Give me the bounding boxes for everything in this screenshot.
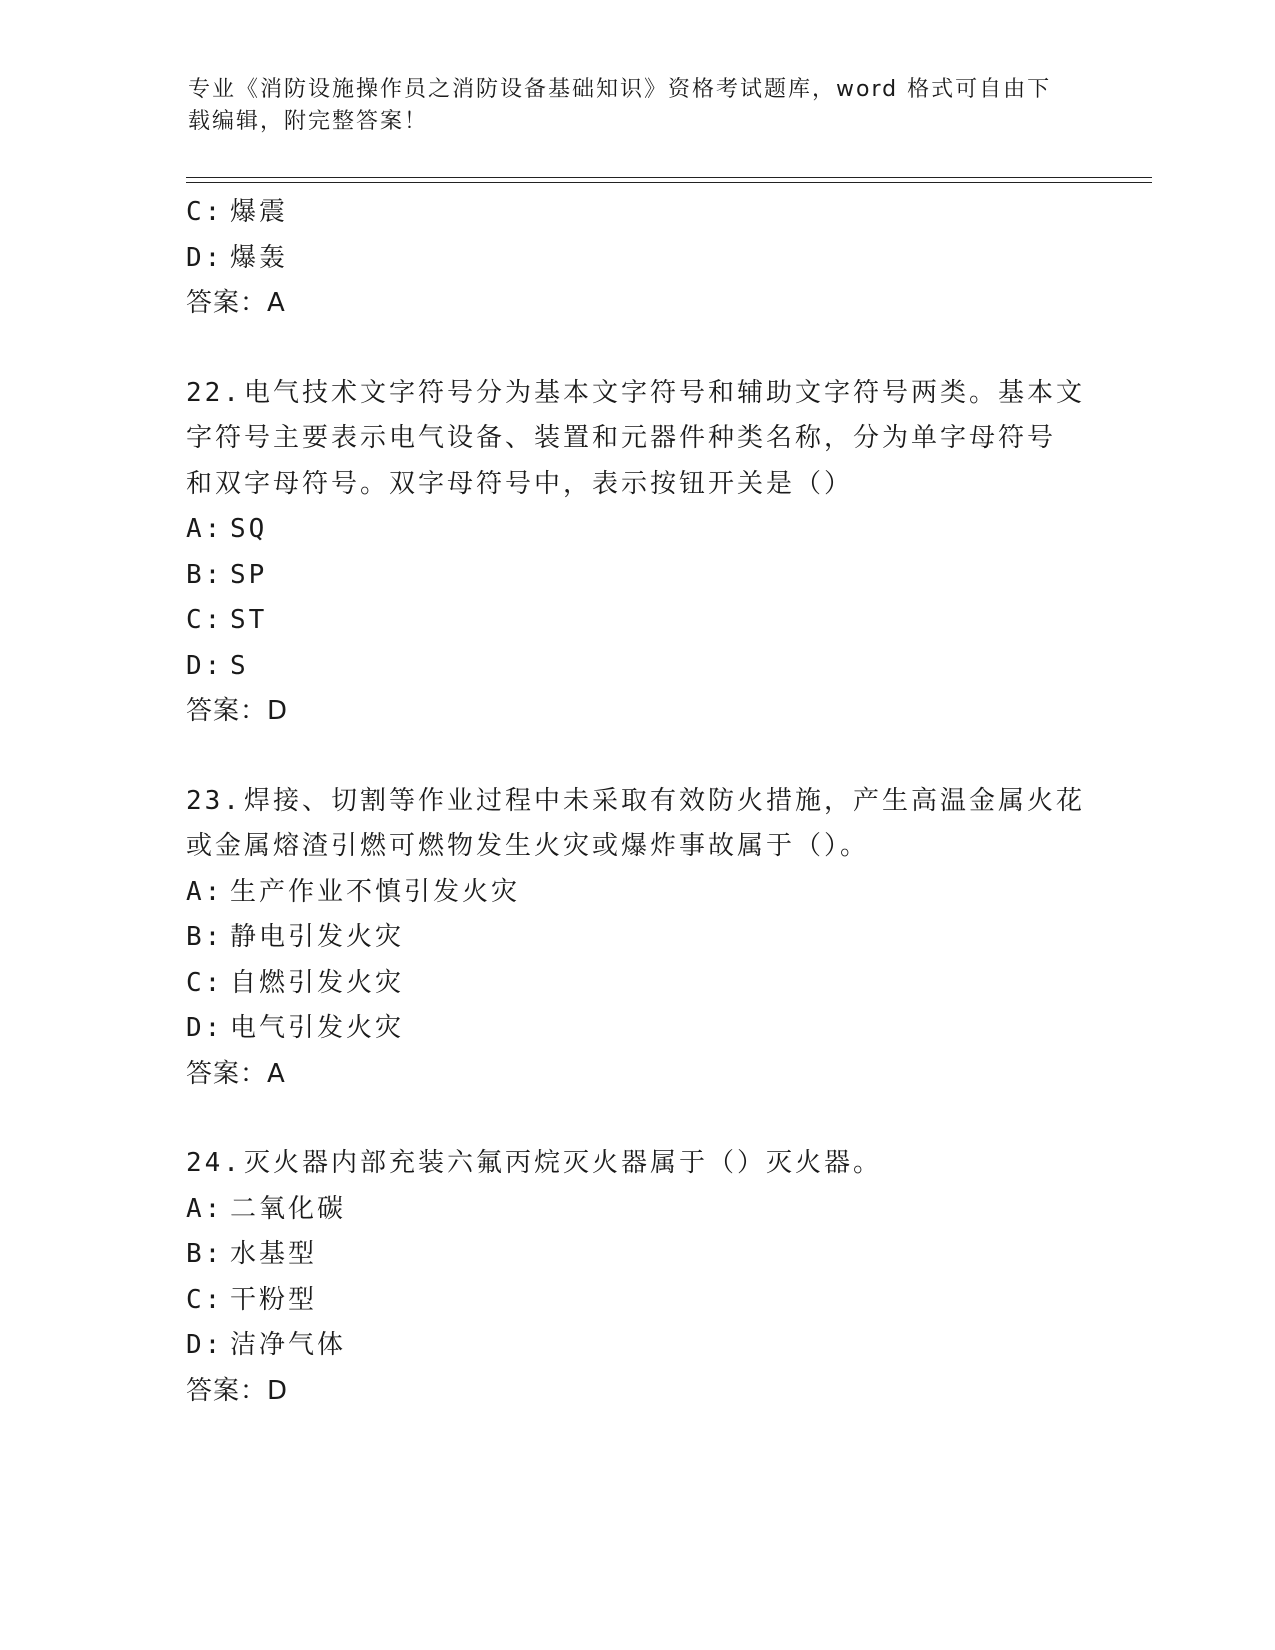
option-d	[186, 1006, 1086, 1052]
answer-line: 答案：D	[186, 1375, 289, 1406]
document-header	[188, 74, 1068, 138]
option-text: 爆轰	[230, 242, 289, 273]
option-d	[186, 1323, 1086, 1369]
question-text: 灭火器内部充装六氟丙烷灭火器属于（）灭火器。	[243, 1148, 882, 1178]
option-key: A:	[186, 876, 224, 907]
option-text: SQ	[230, 514, 268, 544]
option-text: 洁净气体	[230, 1330, 347, 1360]
answer-line: 答案：D	[186, 696, 289, 726]
option-text: 电气引发火灾	[230, 1013, 405, 1043]
option-key: C:	[186, 967, 224, 998]
option-key: A:	[186, 514, 224, 544]
question-stem-line: 和双字母符号。双字母符号中，表示按钮开关是（）	[186, 468, 854, 499]
option-text: ST	[230, 605, 268, 635]
spacer	[186, 327, 1086, 371]
question-stem-line: 或金属熔渣引燃可燃物发生火灾或爆炸事故属于（）。	[186, 831, 870, 861]
option-text: 生产作业不慎引发火灾	[230, 876, 521, 907]
question-23	[186, 779, 1086, 1098]
option-text: 二氧化碳	[230, 1193, 347, 1224]
question-stem-line	[186, 779, 1086, 825]
spacer	[186, 735, 1086, 779]
option-a	[186, 1187, 1086, 1233]
option-a	[186, 870, 1086, 916]
option-d	[186, 644, 1086, 690]
option-d	[186, 236, 1086, 282]
option-a	[186, 507, 1086, 553]
option-text: 水基型	[230, 1239, 318, 1269]
option-text: S	[230, 650, 249, 681]
option-b	[186, 553, 1086, 599]
question-number: 24.	[186, 1148, 242, 1178]
option-text: 自燃引发火灾	[230, 967, 405, 998]
option-text: 静电引发火灾	[230, 922, 405, 952]
answer-line: 答案：A	[186, 1058, 286, 1089]
question-number: 22.	[186, 377, 242, 408]
option-text: 爆震	[230, 197, 289, 227]
option-key: B:	[186, 922, 224, 952]
option-key: C:	[186, 605, 224, 635]
option-c	[186, 190, 1086, 236]
header-line-2: 载编辑，附完整答案！	[188, 109, 429, 134]
question-stem-line	[186, 1141, 1086, 1187]
partial-question	[186, 190, 1086, 327]
question-stem-line: 字符号主要表示电气设备、装置和元器件种类名称，分为单字母符号	[186, 423, 1057, 453]
option-text: SP	[230, 559, 268, 590]
option-key: D:	[186, 1330, 224, 1360]
option-key: B:	[186, 559, 224, 590]
answer-line: 答案：A	[186, 288, 286, 318]
question-22	[186, 371, 1086, 735]
option-c	[186, 598, 1086, 644]
option-key: D:	[186, 1013, 224, 1043]
question-list	[186, 190, 1086, 1414]
header-divider-top	[186, 177, 1152, 178]
question-text: 焊接、切割等作业过程中未采取有效防火措施，产生高温金属火花	[243, 785, 1085, 816]
option-key: D:	[186, 242, 224, 273]
option-key: B:	[186, 1239, 224, 1269]
question-24	[186, 1141, 1086, 1414]
header-line-1: 专业《消防设施操作员之消防设备基础知识》资格考试题库，word 格式可自由下	[188, 77, 1052, 102]
option-c	[186, 961, 1086, 1007]
option-key: C:	[186, 197, 224, 227]
option-text: 干粉型	[230, 1284, 318, 1315]
option-key: C:	[186, 1284, 224, 1315]
question-stem-line	[186, 371, 1086, 417]
question-number: 23.	[186, 785, 242, 816]
option-key: D:	[186, 650, 224, 681]
option-b	[186, 1232, 1086, 1278]
question-text: 电气技术文字符号分为基本文字符号和辅助文字符号两类。基本文	[243, 377, 1085, 408]
option-c	[186, 1278, 1086, 1324]
option-b	[186, 915, 1086, 961]
spacer	[186, 1097, 1086, 1141]
option-key: A:	[186, 1193, 224, 1224]
header-divider-bottom	[186, 182, 1152, 183]
